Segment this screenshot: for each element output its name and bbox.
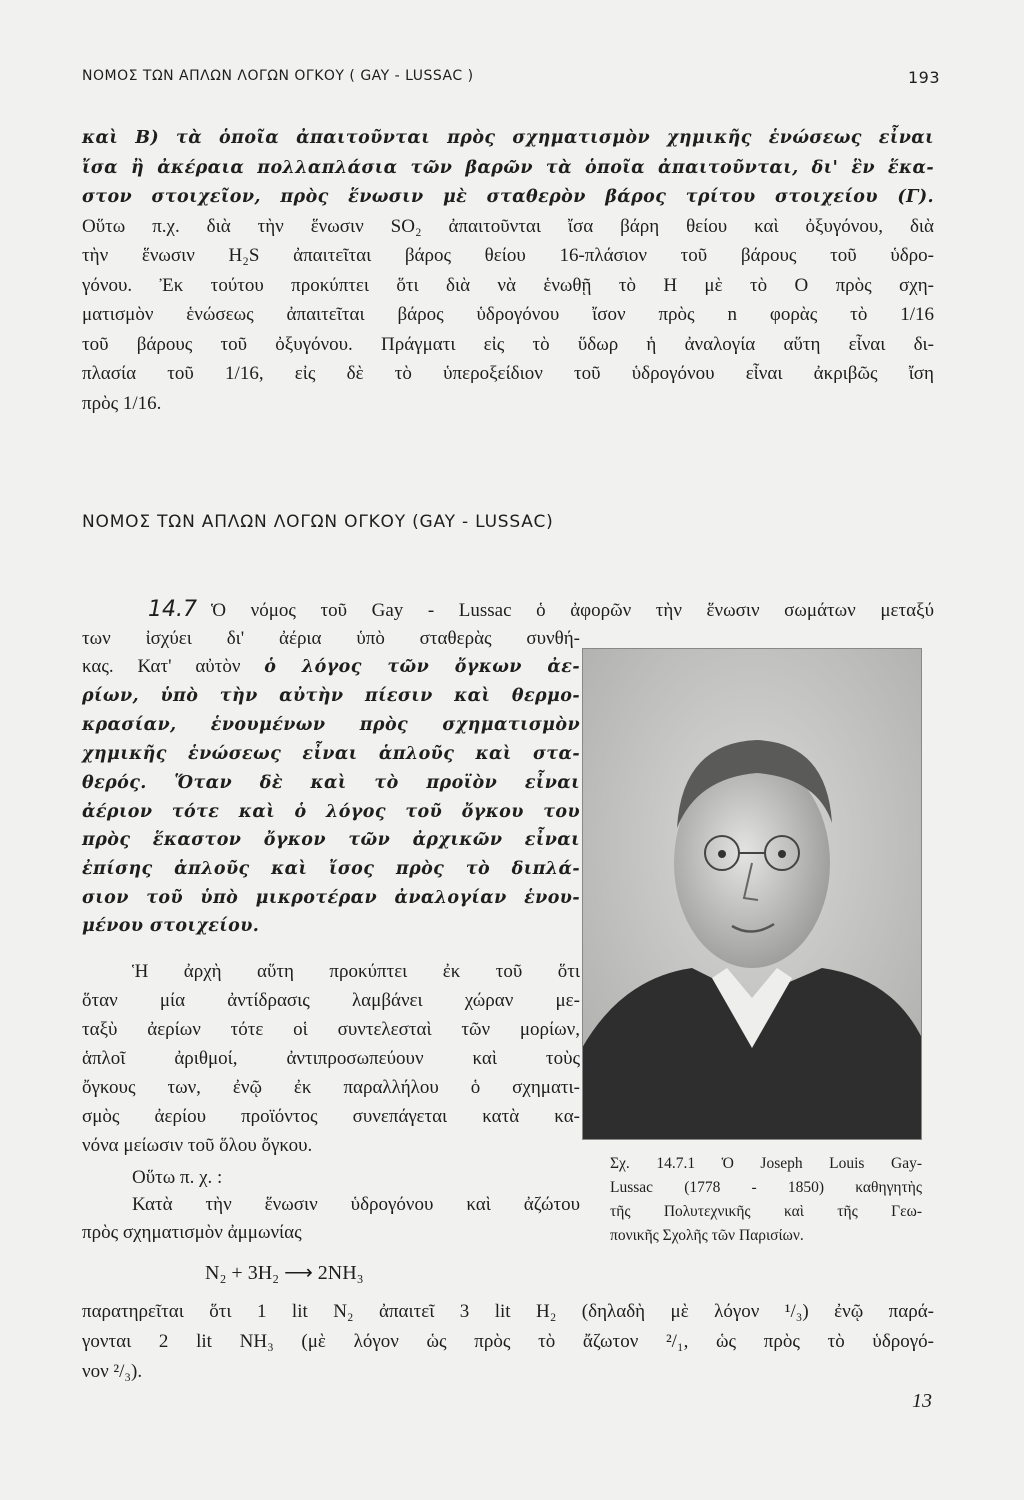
running-title: ΝΟΜΟΣ ΤΩΝ ΑΠΛΩΝ ΛΟΓΩΝ ΟΓΚΟΥ ( GAY - LUSSAC ) [82, 68, 474, 84]
caption-line: Σχ. 14.7.1 Ὁ Joseph Louis Gay- [610, 1155, 922, 1172]
text-line: χημικῆς ἑνώσεως εἶναι ἁπλοῦς καὶ στα- [82, 744, 580, 764]
caption-line: τῆς Πολυτεχνικῆς καὶ τῆς Γεω- [610, 1203, 922, 1220]
equation: N₂ + 3H₂ ⟶ 2NH₃ [205, 1262, 364, 1284]
text-line: κρασίαν, ἑνουμένων πρὸς σχηματισμὸν [82, 715, 580, 735]
section-first-line [148, 598, 934, 623]
text-line: πρὸς σχηματισμὸν ἀμμωνίας [82, 1222, 302, 1243]
text-line: μένου στοιχείου. [82, 916, 260, 936]
text-span: κας. Κατ' αὐτὸν [82, 656, 241, 677]
text-line: των ἰσχύει δι' ἀέρια ὑπὸ σταθερὰς συνθή- [82, 628, 580, 649]
text-line: τὴν ἕνωσιν H₂S ἀπαιτεῖται βάρος θείου 16-πλάσιον τοῦ βάρους τοῦ ὑδρο- [82, 245, 934, 266]
text-line: τοῦ βάρους τοῦ ὀξυγόνου. Πράγματι εἰς τὸ ὕδωρ ἡ ἀναλογία αὕτη εἶναι δι- [82, 333, 934, 355]
section-number: 14.7 [148, 597, 197, 622]
text-line: πλασία τοῦ 1/16, εἰς δὲ τὸ ὑπεροξείδιον τοῦ ὑδρογόνου εἶναι ἀκριβῶς ἴση [82, 363, 934, 384]
italic-span: ὁ λόγος τῶν ὄγκων ἀε- [264, 657, 580, 677]
text-line: ρίων, ὑπὸ τὴν αὐτὴν πίεσιν καὶ θερμο- [82, 686, 580, 706]
text-line: ἴσα ἢ ἀκέραια πολλαπλάσια τῶν βαρῶν τὰ ὁποῖα ἀπαιτοῦνται, δι' ἓν ἕκα- [82, 157, 934, 178]
text-line: παρατηρεῖται ὅτι 1 lit N₂ ἀπαιτεῖ 3 lit H₂ (δηλαδὴ μὲ λόγον ¹/₃) ἐνῷ παρά- [82, 1301, 934, 1322]
text-line: πρὸς ἕκαστον ὄγκον τῶν ἀρχικῶν εἶναι [82, 830, 580, 850]
text-line: γονται 2 lit NH₃ (μὲ λόγον ὡς πρὸς τὸ ἄζωτον ²/₁, ὡς πρὸς τὸ ὑδρογό- [82, 1331, 934, 1352]
text-line: σιον τοῦ ὑπὸ μικροτέραν ἀναλογίαν ἑνου- [82, 888, 580, 908]
text-line: ἁπλοῖ ἀριθμοί, ἀντιπροσωπεύουν καὶ τοὺς [82, 1048, 580, 1069]
portrait-image [582, 648, 922, 1140]
text-line: Ἡ ἀρχὴ αὕτη προκύπτει ἐκ τοῦ ὅτι [132, 961, 580, 982]
text-line: ὅταν μία ἀντίδρασις λαμβάνει χώραν με- [82, 990, 580, 1011]
text-line: Οὕτω π. χ. : [132, 1167, 223, 1188]
text-line: ἐπίσης ἁπλοῦς καὶ ἴσος πρὸς τὸ διπλά- [82, 859, 580, 879]
text-line: πρὸς 1/16. [82, 392, 162, 414]
text-line: ὄγκους των, ἐνῷ ἐκ παραλλήλου ὁ σχηματι- [82, 1077, 580, 1098]
text-line: σμὸς ἀερίου προϊόντος συνεπάγεται κατὰ κα- [82, 1106, 580, 1127]
text-line: ματισμὸν ἑνώσεως ἀπαιτεῖται βάρος ὑδρογόνου ἴσον πρὸς n φορὰς τὸ 1/16 [82, 304, 934, 325]
signature-mark: 13 [912, 1390, 932, 1412]
section-first-line-text: Ὁ νόμος τοῦ Gay - Lussac ὁ ἀφορῶν τὴν ἕνωσιν σωμάτων μεταξύ [210, 600, 934, 621]
page-number: 193 [908, 68, 941, 87]
text-line: νόνα μείωσιν τοῦ ὅλου ὄγκου. [82, 1135, 313, 1156]
text-line: νον ²/₃). [82, 1361, 143, 1382]
text-line: ταξὺ ἀερίων τότε οἱ συντελεσταὶ τῶν μορίων, [82, 1019, 580, 1040]
text-line [82, 655, 580, 679]
text-line: θερός. Ὅταν δὲ καὶ τὸ προϊὸν εἶναι [82, 773, 580, 793]
section-heading: ΝΟΜΟΣ ΤΩΝ ΑΠΛΩΝ ΛΟΓΩΝ ΟΓΚΟΥ (GAY - LUSSAC) [82, 512, 554, 532]
text-line: Κατὰ τὴν ἕνωσιν ὑδρογόνου καὶ ἀζώτου [132, 1194, 580, 1215]
text-line: ἀέριον τότε καὶ ὁ λόγος τοῦ ὄγκου του [82, 802, 580, 822]
text-line: στον στοιχεῖον, πρὸς ἕνωσιν μὲ σταθερὸν βάρος τρίτου στοιχείου (Γ). [82, 187, 934, 207]
caption-line: πονικῆς Σχολῆς τῶν Παρισίων. [610, 1227, 804, 1244]
text-line: Οὕτω π.χ. διὰ τὴν ἕνωσιν SO₂ ἀπαιτοῦνται ἴσα βάρη θείου καὶ ὀξυγόνου, διὰ [82, 215, 934, 237]
text-line: καὶ Β) τὰ ὁποῖα ἀπαιτοῦνται πρὸς σχηματισμὸν χημικῆς ἑνώσεως εἶναι [82, 128, 934, 148]
caption-line: Lussac (1778 - 1850) καθηγητὴς [610, 1179, 922, 1196]
text-line: γόνου. Ἐκ τούτου προκύπτει ὅτι διὰ νὰ ἑνωθῇ τὸ H μὲ τὸ O πρὸς σχη- [82, 274, 934, 296]
